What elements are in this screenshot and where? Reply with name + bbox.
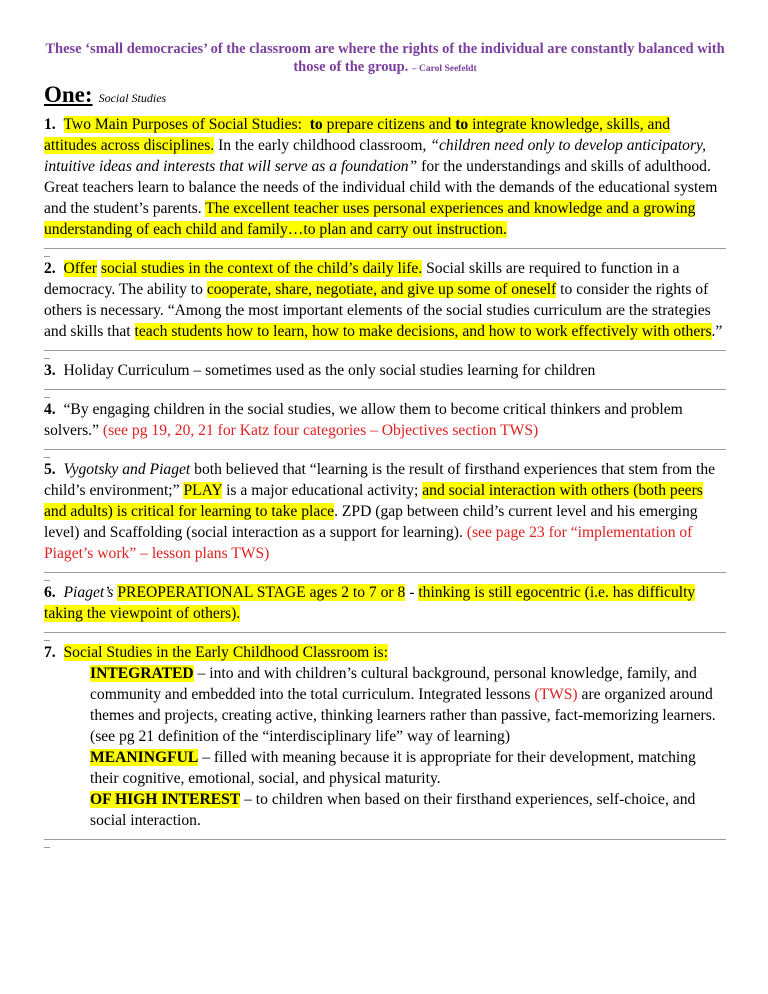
p1-highlight-i: The excellent teacher uses personal experiences and knowledge and a growing understanding of each child and family…to plan and carry out instruction. (44, 200, 696, 238)
p1-number: 1. (44, 116, 56, 133)
paragraph-6 (44, 582, 726, 624)
p5-highlight-e: and social interaction with others (both peers and adults) is critical for learning to take place (44, 482, 703, 520)
p7-meaningful (44, 747, 726, 789)
divider (44, 350, 726, 360)
divider (44, 632, 726, 642)
p7-title: Social Studies in the Early Childhood Classroom is: (63, 644, 388, 661)
p5-names: Vygotsky and Piaget (63, 461, 191, 478)
divider (44, 389, 726, 399)
divider (44, 248, 726, 258)
paragraph-7 (44, 642, 726, 663)
p4-text: “By engaging children in the social studies, we allow them to become critical thinkers and problem solvers.” (44, 401, 683, 439)
p2-text-c: Social skills are required to function in a democracy. The ability to (44, 260, 680, 298)
p6-highlight-d: thinking is still egocentric (i.e. has difficulty taking the viewpoint of others). (44, 584, 696, 622)
p7-number: 7. (44, 644, 56, 661)
quote-text: These ‘small democracies’ of the classroom are where the rights of the individual are constantly balanced with those of the group. (45, 41, 725, 75)
p4-number: 4. (44, 401, 56, 418)
p1-text-h: for the understandings and skills of adulthood. Great teachers learn to balance the needs of the individual child with the demands of the educational system and the student’s parents. (44, 158, 718, 217)
term-meaningful: MEANINGFUL (90, 749, 199, 766)
document-page (44, 40, 726, 849)
heading-title: One: (44, 82, 93, 107)
quote-attribution: – Carol Seefeldt (411, 64, 477, 74)
paragraph-1 (44, 114, 726, 240)
p2-text-g: .” (711, 323, 723, 340)
p3-text: Holiday Curriculum – sometimes used as the only social studies learning for children (63, 362, 596, 379)
divider (44, 572, 726, 582)
interest-text: – to children when based on their firsthand experiences, self-choice, and social interaction. (90, 791, 696, 829)
p5-text-d: is a major educational activity; (222, 482, 423, 499)
divider (44, 449, 726, 459)
p6-piaget: Piaget’s (63, 584, 114, 601)
p1-quote: “children need only to develop anticipatory, intuitive ideas and interests that will serve as a foundation” (44, 137, 707, 175)
divider (44, 839, 726, 849)
header-quote (44, 40, 726, 78)
p5-reference: (see page 23 for “implementation of Piaget’s work” – lesson plans TWS) (44, 524, 693, 562)
integrated-text-a: – into and with children’s cultural background, personal knowledge, family, and community and embedded into the total curriculum. Integrated lessons (90, 665, 697, 703)
paragraph-5 (44, 459, 726, 564)
p1-highlight-a: Two Main Purposes of Social Studies: to prepare citizens and to integrate knowledge, skills, and attitudes across disciplines. (44, 116, 671, 154)
meaningful-text: – filled with meaning because it is appropriate for their development, matching their cognitive, emotional, social, and physical maturity. (90, 749, 696, 787)
p5-text-b: both believed that “learning is the result of firsthand experiences that stem from the child’s environment;” (44, 461, 716, 499)
p7-interest (44, 789, 726, 831)
paragraph-3 (44, 360, 726, 381)
p6-highlight-stage: PREOPERATIONAL STAGE ages 2 to 7 or 8 (117, 584, 406, 601)
p2-highlight-f: teach students how to learn, how to make decisions, and how to work effectively with others (134, 323, 712, 340)
p2-number: 2. (44, 260, 56, 277)
p2-text-e: to consider the rights of others is necessary. “Among the most important elements of the social studies curriculum are the strategies and skills that (44, 281, 711, 340)
p4-reference: (see pg 19, 20, 21 for Katz four categories – Objectives section TWS) (102, 422, 539, 439)
p6-dash: - (405, 584, 419, 601)
integrated-tws: (TWS) (534, 686, 578, 703)
p6-number: 6. (44, 584, 56, 601)
p2-highlight-a: Offer (63, 260, 97, 277)
term-integrated: INTEGRATED (90, 665, 194, 682)
paragraph-2 (44, 258, 726, 342)
p3-number: 3. (44, 362, 56, 379)
p5-highlight-play: PLAY (183, 482, 223, 499)
p5-number: 5. (44, 461, 56, 478)
p1-text-f: In the early childhood classroom, (214, 137, 431, 154)
p5-text-f: . ZPD (gap between child’s current level and his emerging level) and Scaffolding (social interaction as a support for learning). (44, 503, 698, 541)
p7-integrated (44, 663, 726, 747)
p2-highlight-b: social studies in the context of the child’s daily life. (100, 260, 423, 277)
p2-highlight-d: cooperate, share, negotiate, and give up some of oneself (206, 281, 557, 298)
heading-subtitle: Social Studies (98, 91, 167, 105)
integrated-text-b: are organized around themes and projects, creating active, thinking learners rather than passive, fact-memorizing learners. (see pg 21 definition of the “interdisciplinary life” way of learning) (90, 686, 716, 745)
paragraph-4 (44, 399, 726, 441)
term-high-interest: OF HIGH INTEREST (90, 791, 241, 808)
section-heading (44, 82, 726, 111)
